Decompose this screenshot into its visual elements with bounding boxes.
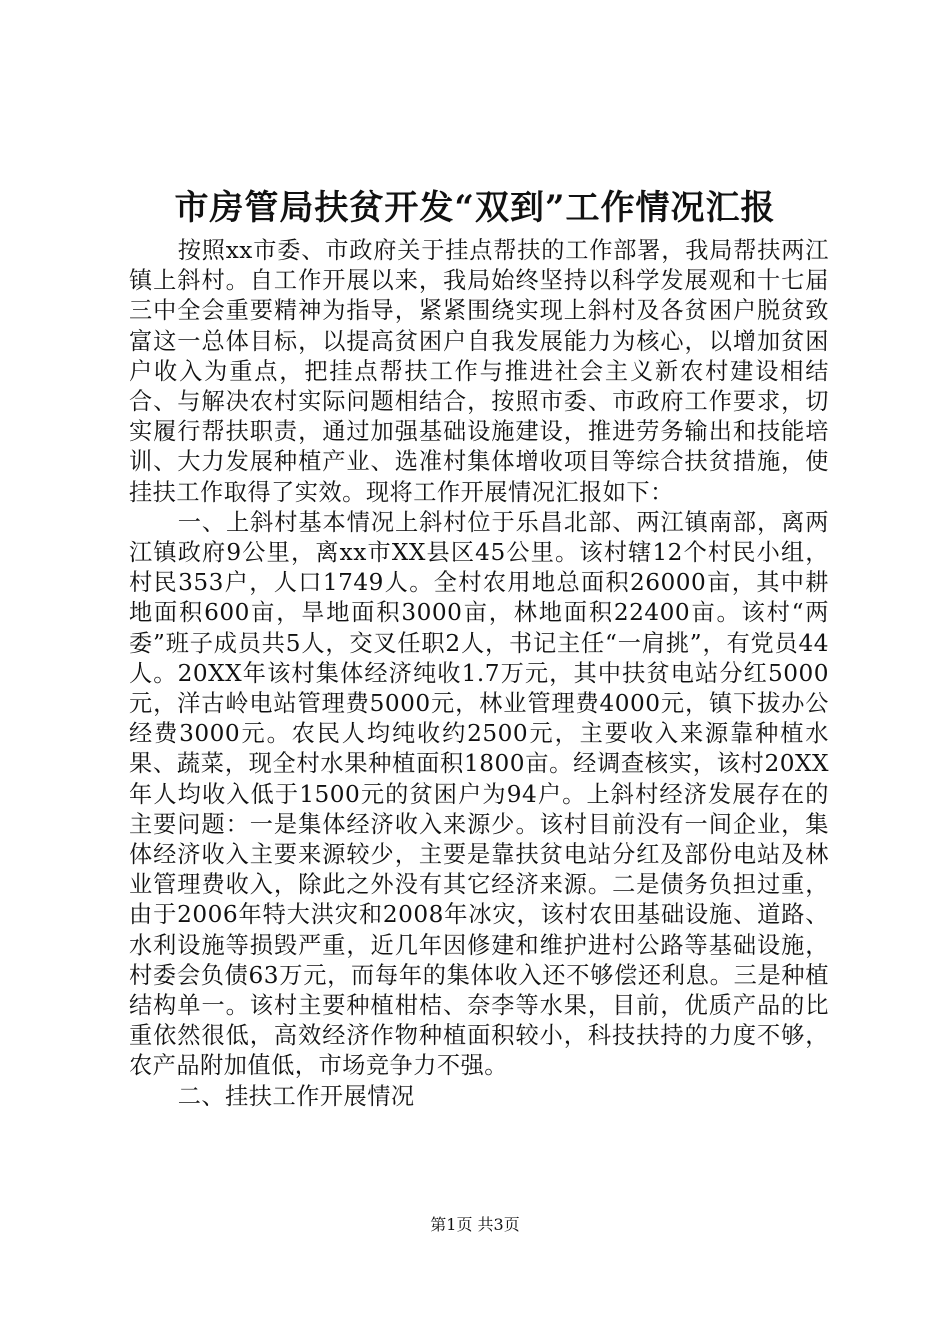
document-title: 市房管局扶贫开发“双到”工作情况汇报 [174, 188, 776, 228]
paragraph-intro: 按照xx市委、市政府关于挂点帮扶的工作部署，我局帮扶两江镇上斜村。自工作开展以来，我局始终坚持以科学发展观和十七届三中全会重要精神为指导，紧紧围绕实现上斜村及各贫困户脱贫致富这一总体目标，以提高贫困户自我发展能力为核心，以增加贫困户收入为重点，把挂点帮扶工作与推进社会主义新农村建设相结合、与解决农村实际问题相结合，按照市委、市政府工作要求，切实履行帮扶职责，通过加强基础设施建设，推进劳务输出和技能培训、大力发展种植产业、选准村集体增收项目等综合扶贫措施，使挂扶工作取得了实效。现将工作开展情况汇报如下： [129, 237, 829, 506]
page-footer: 第1页 共3页 [430, 1215, 520, 1234]
document-body [129, 236, 829, 1112]
paragraph-section-heading: 二、挂扶工作开展情况 [177, 1082, 415, 1110]
paragraph-basic-info: 一、上斜村基本情况上斜村位于乐昌北部、两江镇南部，离两江镇政府9公里，离xx市XX县区45公里。该村辖12个村民小组，村民353户，人口1749人。全村农用地总面积26000亩，其中耕地面积600亩，旱地面积3000亩，林地面积22400亩。该村“两委”班子成员共5人，交叉任职2人，书记主任“一肩挑”，有党员44人。20XX年该村集体经济纯收1.7万元，其中扶贫电站分红5000元，洋古岭电站管理费5000元，林业管理费4000元，镇下拔办公经费3000元。农民人均纯收约2500元，主要收入来源靠种植水果、蔬菜，现全村水果种植面积1800亩。经调查核实，该村20XX年人均收入低于1500元的贫困户为94户。上斜村经济发展存在的主要问题：一是集体经济收入来源少。该村目前没有一间企业，集体经济收入主要来源较少，主要是靠扶贫电站分红及部份电站及林业管理费收入，除此之外没有其它经济来源。二是债务负担过重，由于2006年特大洪灾和2008年冰灾，该村农田基础设施、道路、水利设施等损毁严重，近几年因修建和维护进村公路等基础设施，村委会负债63万元，而每年的集体收入还不够偿还利息。三是种植结构单一。该村主要种植柑桔、奈李等水果，目前，优质产品的比重依然很低，高效经济作物种植面积较小，科技扶持的力度不够，农产品附加值低，市场竞争力不强。 [129, 508, 829, 1080]
